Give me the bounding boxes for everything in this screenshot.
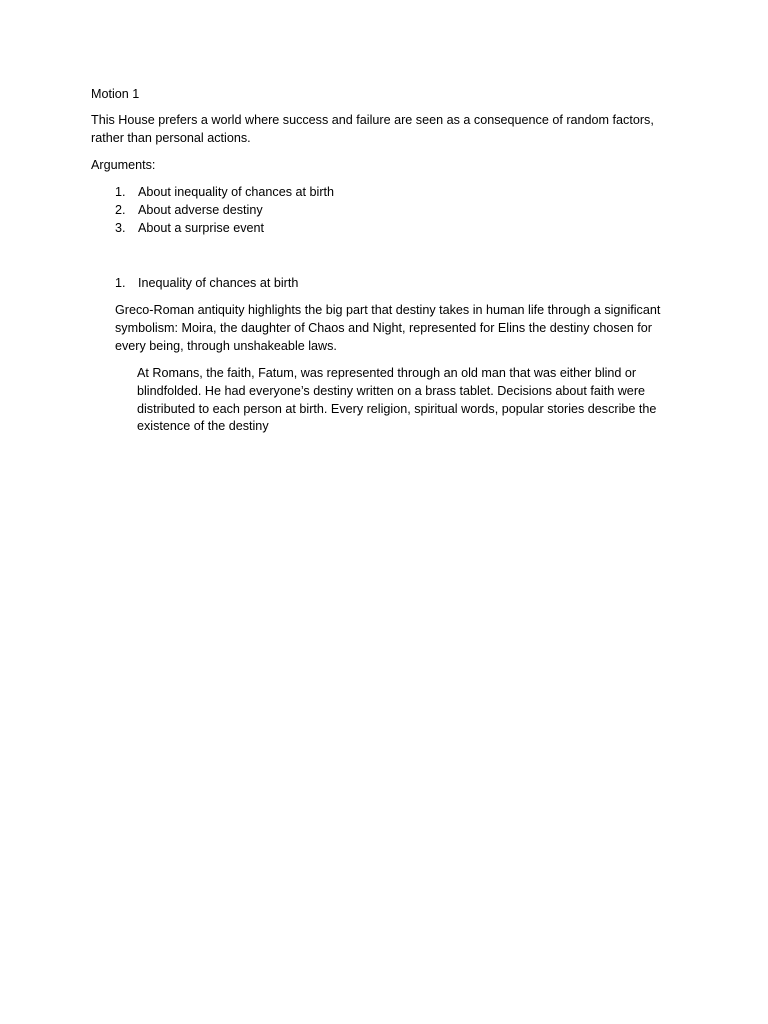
list-item-text: About a surprise event — [138, 221, 265, 235]
list-item-text: About adverse destiny — [138, 203, 263, 217]
list-item-number: 1. — [115, 185, 126, 199]
list-item-number: 3. — [115, 221, 126, 235]
motion-title: Motion 1 — [91, 87, 140, 101]
paragraph-romans-fatum: At Romans, the faith, Fatum, was represented through an old man that was either blind or blindfolded. He had everyone’s destiny written on a brass tablet. Decisions about faith were distributed to each person at birth. Every religion, spiritual words, popular stories describe the existence of the destiny — [137, 366, 657, 434]
section-number: 1. — [115, 276, 126, 290]
section-heading — [115, 275, 515, 293]
section-title: Inequality of chances at birth — [138, 276, 299, 290]
list-item — [115, 220, 515, 238]
paragraph-greco-roman: Greco-Roman antiquity highlights the big part that destiny takes in human life through a significant symbolism: Moira, the daughter of Chaos and Night, represented for Elins the destiny chosen for every being, through unshakeable laws. — [115, 303, 661, 353]
arguments-label: Arguments: — [91, 158, 156, 172]
list-item — [115, 184, 515, 202]
list-item — [115, 202, 515, 220]
section-heading-list — [115, 275, 515, 293]
arguments-list — [115, 184, 515, 238]
list-item-text: About inequality of chances at birth — [138, 185, 335, 199]
list-item-number: 2. — [115, 203, 126, 217]
motion-statement: This House prefers a world where success and failure are seen as a consequence of random factors, rather than personal actions. — [91, 113, 654, 145]
